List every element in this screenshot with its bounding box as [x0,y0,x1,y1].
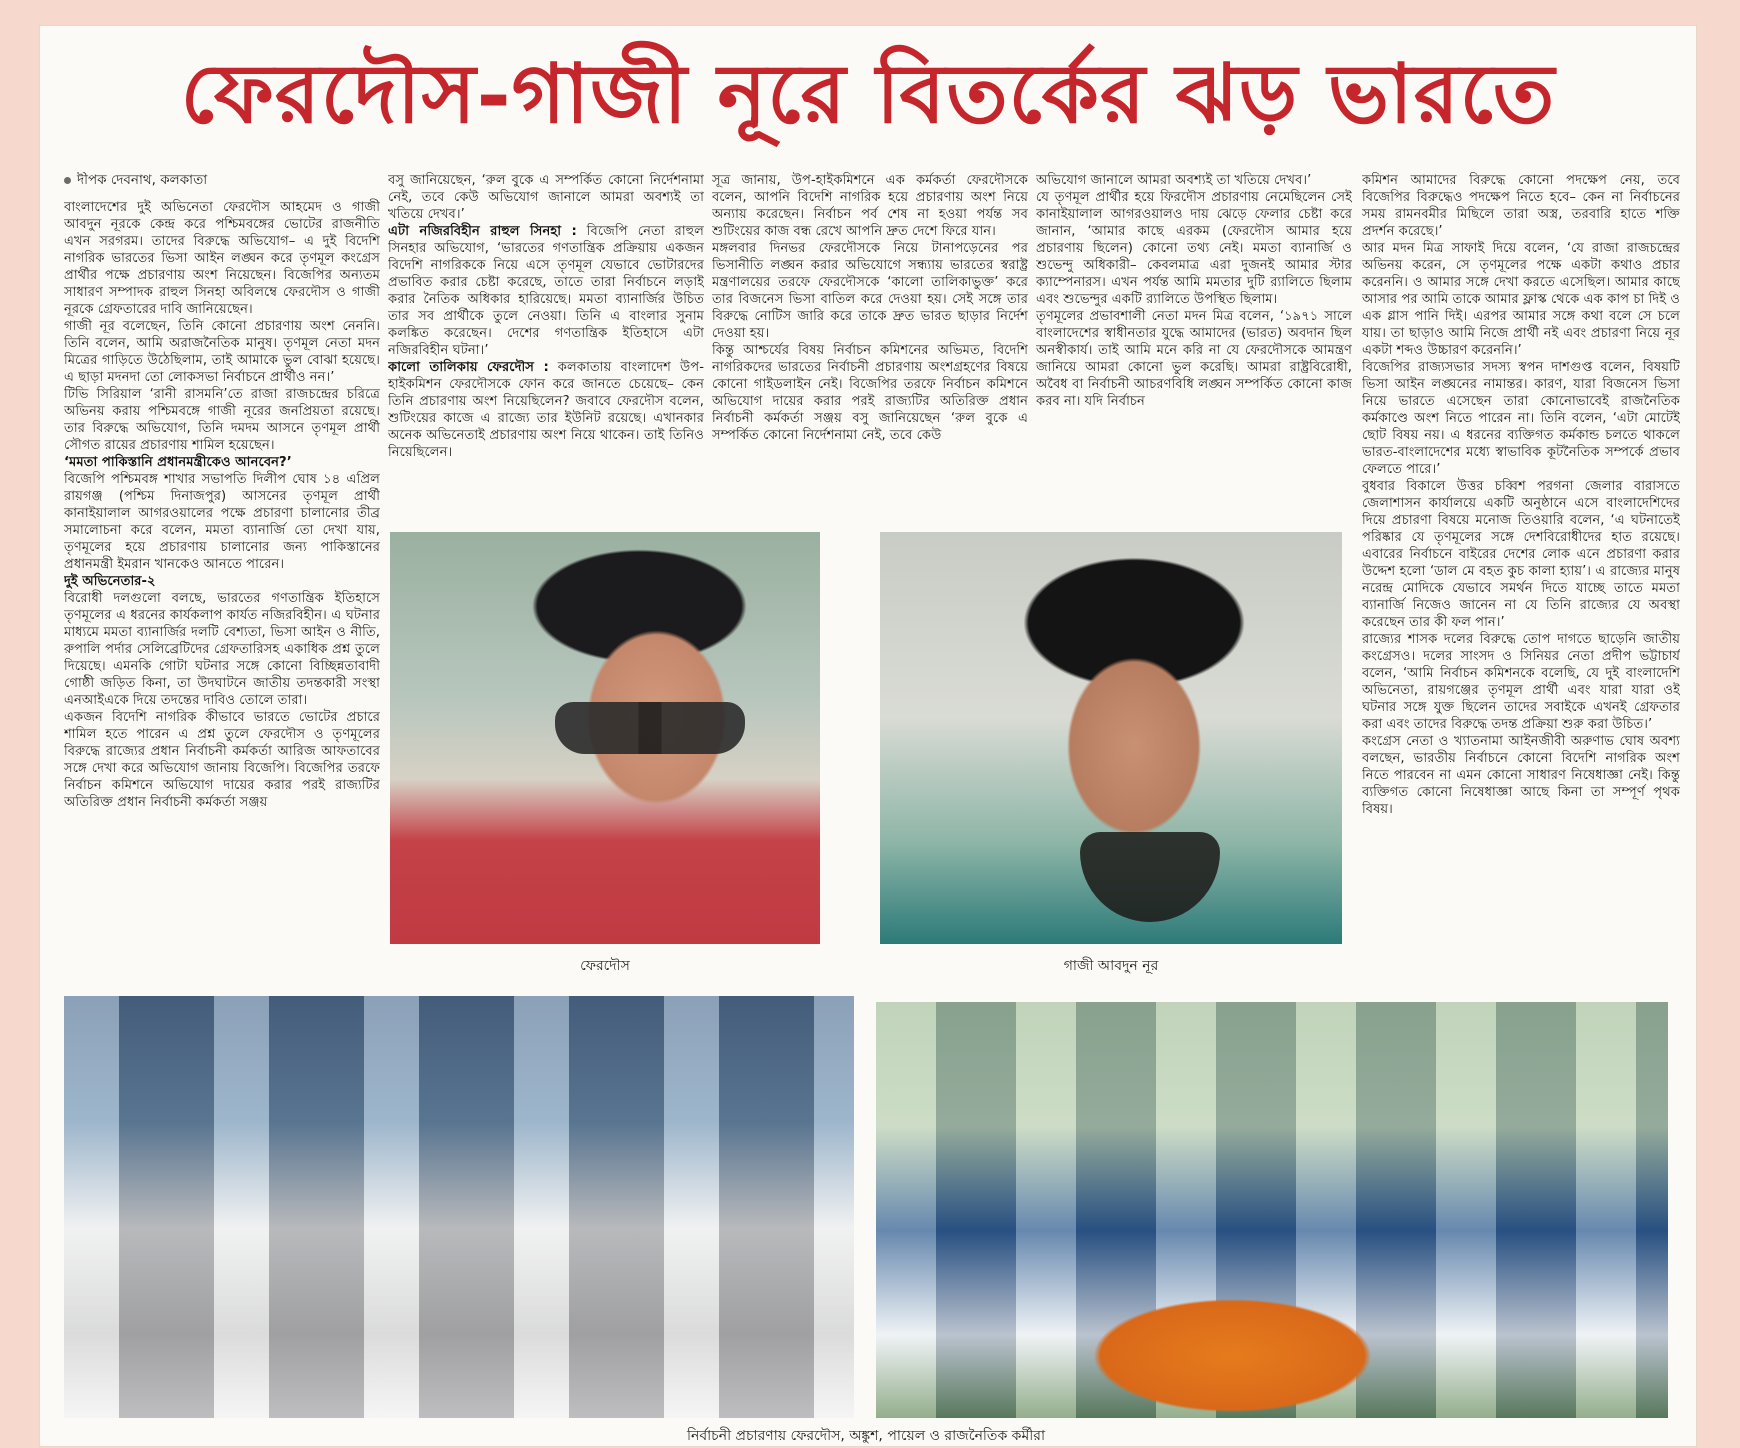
column-paragraphs [388,172,704,461]
paragraph: রাজ্যের শাসক দলের বিরুদ্ধে তোপ দাগতে ছাড়েনি জাতীয় কংগ্রেসও। দলের সাংসদ ও সিনিয়র নেতা প্রদীপ ভট্টাচার্য বলেন, ‘আমি নির্বাচন কমিশনকে বলেছি, যে দুই বাংলাদেশি অভিনেতা, রায়গঞ্জের তৃণমূল প্রার্থী এবং যারা যারা ওই ঘটনার সঙ্গে যুক্ত ছিলেন তাদের সবাইকে এখনই গ্রেফতার করা এবং তাদের বিরুদ্ধে তদন্ত প্রক্রিয়া শুরু করা উচিত।’ [1362,632,1680,732]
paragraph-text: বিজেপি নেতা রাহুল সিনহার অভিযোগ, ‘ভারতের গণতান্ত্রিক প্রক্রিয়ায় একজন বিদেশি নাগরিককে নিয়ে এসে তৃণমূল যেভাবে ভোটারদের প্রভাবিত করার চেষ্টা করেছে, তাতে তারা নির্বাচনে লড়াই করার নৈতিক অধিকার হারিয়েছে। মমতা ব্যানার্জির উচিত তার সব প্রার্থীকে তুলে নেওয়া। তিনি এ বাংলার সুনাম কলঙ্কিত করেছেন। দেশের গণতান্ত্রিক ইতিহাসে এটা নজিরবিহীন ঘটনা।’ [388,224,704,358]
photo-gazi-abdun-nur [880,532,1342,944]
article-column-1 [64,172,380,1012]
paragraph: বসু জানিয়েছেন, ‘রুল বুকে এ সম্পর্কিত কোনো নির্দেশনামা নেই, তবে কেউ অভিযোগ জানালে আমরা অবশ্যই তা খতিয়ে দেখব।’ [388,173,704,222]
paragraph: কমিশন আমাদের বিরুদ্ধে কোনো পদক্ষেপ নেয়, তবে বিজেপির বিরুদ্ধেও পদক্ষেপ নিতে হবে– কেন না নির্বাচনের সময় রামনবমীর মিছিলে তারা অস্ত্র, তরবারি হাতে শক্তি প্রদর্শন করেছে।’ [1362,173,1680,239]
paragraph: কংগ্রেস নেতা ও খ্যাতনামা আইনজীবী অরুণাভ ঘোষ অবশ্য বলছেন, ভারতীয় নির্বাচনে কোনো বিদেশি নাগরিক অংশ নিতে পারবেন না এমন কোনো সাধারণ নিষেধাজ্ঞা নেই। কিন্তু ব্যক্তিগত কোনো নিষেধাজ্ঞা আছে কিনা তা সম্পূর্ণ পৃথক বিষয়। [1362,734,1680,817]
photo-ferdous [390,532,820,944]
photo-rally-vehicle [876,1002,1668,1418]
article-column-2 [388,172,704,512]
column-paragraphs [1362,172,1680,818]
byline-text: দীপক দেবনাথ, কলকাতা [77,172,208,188]
photo-rally-stage [64,996,854,1418]
sunglasses-shape [555,702,745,754]
paragraph: একজন বিদেশি নাগরিক কীভাবে ভারতে ভোটের প্রচারে শামিল হতে পারেন এ প্রশ্ন তুলে ফেরদৌস ও তৃণমূলের বিরুদ্ধে রাজ্যের প্রধান নির্বাচনী কর্মকর্তা আরিজ আফতাবের সঙ্গে দেখা করে অভিযোগ জানায় বিজেপি। বিজেপির তরফে নির্বাচন কমিশনে অভিযোগ দায়ের করার পরই রাজ্যটির অতিরিক্ত প্রধান নির্বাচনী কর্মকর্তা সঞ্জয় [64,710,380,810]
paragraph: বুধবার বিকালে উত্তর চব্বিশ পরগনা জেলার বারাসতে জেলাশাসন কার্যালয়ে একটি অনুষ্ঠানে এসে বাংলাদেশিদের দিয়ে প্রচারণা বিষয়ে মনোজ তিওয়ারি বলেন, ‘এ ঘটনাতেই পরিষ্কার যে তৃণমূলের সঙ্গে দেশবিরোধীদের হাত রয়েছে। এবারের নির্বাচনে বাইরের দেশের লোক এনে প্রচারণা করার উদ্দেশ হলো ‘ডাল মে বহত কুচ কালা হ্যায়’। এ রাজ্যের মানুষ নরেন্দ্র মোদিকে যেভাবে সমর্থন দিতে যাচ্ছে তাতে মমতা ব্যানার্জি নিজেও জানেন না যে তিনি রাজ্যের যে অবস্থা করেছেন তার কী ফল পান।’ [1362,479,1680,630]
column-paragraphs [1036,172,1352,410]
paragraph: অভিযোগ জানালে আমরা অবশ্যই তা খতিয়ে দেখব।’ [1036,173,1312,188]
caption-ferdous: ফেরদৌস [580,958,630,974]
paragraph: বাংলাদেশের দুই অভিনেতা ফেরদৌস আহমেদ ও গাজী আবদুন নূরকে কেন্দ্র করে পশ্চিমবঙ্গের ভোটের রাজনীতি এখন সরগরম। তাদের বিরুদ্ধে অভিযোগ– এ দুই বিদেশি নাগরিক ভারতের ভিসা আইন লঙ্ঘন করে তৃণমূল কংগ্রেস প্রার্থীর পক্ষে প্রচারণায় অংশ নিয়েছেন। বিজেপির অন্যতম সাধারণ সম্পাদক রাহুল সিনহা অবিলম্বে ফেরদৌস ও গাজী নূরকে গ্রেফতারের দাবি জানিয়েছেন। [64,200,380,317]
paragraph: মঙ্গলবার দিনভর ফেরদৌসকে নিয়ে টানাপড়েনের পর ভিসানীতি লঙ্ঘন করার অভিযোগে সন্ধ্যায় ভারতের স্বরাষ্ট্র মন্ত্রণালয়ের তরফে ফেরদৌসকে ‘কালো তালিকাভুক্ত’ করে তার বিজনেস ভিসা বাতিল করে দেওয়া হয়। সেই সঙ্গে তার বিরুদ্ধে নোটিস জারি করে তাকে দ্রুত ভারত ছাড়ার নির্দেশ দেওয়া হয়। [712,241,1028,341]
beard-shape [1080,832,1220,922]
article-column-5 [1362,172,1680,988]
article-column-3 [712,172,1028,512]
paragraph: গাজী নূর বলেছেন, তিনি কোনো প্রচারণায় অংশ নেননি। তিনি বলেন, আমি অরাজনৈতিক মানুষ। তৃণমূল নেতা মদন মিত্রের গাড়িতে উঠেছিলাম, তাই আমাকে ভুল বোঝা হয়েছে। এ ছাড়া মদনদা তো লোকসভা নির্বাচনে প্রার্থীও নন।’ [64,319,380,385]
paragraph: বিজেপির রাজ্যসভার সদস্য স্বপন দাশগুপ্ত বলেন, বিষয়টি ভিসা আইন লঙ্ঘনের নামান্তর। কারণ, যারা বিজনেস ভিসা নিয়ে ভারতে এসেছেন তারা কোনোভাবেই রাজনৈতিক কর্মকাণ্ডে অংশ নিতে পারেন না। তিনি বলেন, ‘এটা মোটেই ছোট বিষয় নয়। এ ধরনের ব্যক্তিগত কর্মকান্ড চলতে থাকলে ভারত-বাংলাদেশের মধ্যে স্বাভাবিক কূটনৈতিক সম্পর্কে প্রভাব ফেলতে পারে।’ [1362,360,1680,477]
paragraph: তৃণমূলের প্রভাবশালী নেতা মদন মিত্র বলেন, ‘১৯৭১ সালে বাংলাদেশের স্বাধীনতার যুদ্ধে আমাদের (ভারত) অবদান ছিল অনস্বীকার্য। তাই আমি মনে করি না যে ফেরদৌসকে আমন্ত্রণ জানিয়ে আমরা কোনো ভুল করেছি। আমরা রাষ্ট্রবিরোধী, অবৈধ বা নির্বাচনী আচরণবিধি লঙ্ঘন সম্পর্কিত কোনো কাজ করব না। যদি নির্বাচন [1036,309,1352,409]
subheading: এটা নজিরবিহীন রাহুল সিনহা : [388,224,577,239]
subheading [388,359,704,461]
article-column-4 [1036,172,1352,512]
column-paragraphs [64,199,380,811]
byline [64,172,380,189]
paragraph: যে তৃণমূল প্রার্থীর হয়ে ফিরদৌস প্রচারণায় নেমেছিলেন সেই কানাইয়ালাল আগরওয়ালও দায় ঝেড়ে ফেলার চেষ্টা করে জানান, ‘আমার কাছে এরকম (ফেরদৌস আমার হয়ে প্রচারণায় ছিলেন) কোনো তথ্য নেই। মমতা ব্যানার্জি ও শুভেন্দু অধিকারী– কেবলমাত্র এরা দুজনই আমার স্টার ক্যাম্পেনারস। এখন পর্যন্ত আমি মমতার দুটি র‍্যালিতে ছিলাম এবং শুভেন্দুর একটি র‍্যালিতে উপস্থিত ছিলাম। [1036,190,1352,307]
paragraph-text: কলকাতায় বাংলাদেশ উপ-হাইকমিশন ফেরদৌসকে ফোন করে জানতে চেয়েছে– কেন তিনি প্রচারণায় অংশ নিয়েছিলেন? জবাবে ফেরদৌস বলেন, শুটিংয়ের কাজে এ রাজ্যে তার ইউনিট রয়েছে। এখানকার অনেক অভিনেতাই প্রচারণায় অংশ নিয়ে থাকেন। তাই তিনিও নিয়েছিলেন। [388,360,704,460]
subheading: ‘মমতা পাকিস্তানি প্রধানমন্ত্রীকেও আনবেন?’ [64,455,292,470]
bullet-icon [64,177,71,184]
headline: ফেরদৌস-গাজী নূরে বিতর্কের ঝড় ভারতে [180,46,1556,142]
subheading: কালো তালিকায় ফেরদৌস : [388,360,549,375]
paragraph: টিভি সিরিয়াল ‘রানী রাসমনি’তে রাজা রাজচন্দ্রের চরিত্রে অভিনয় করায় পশ্চিমবঙ্গে গাজী নূরের জনপ্রিয়তা রয়েছে। তার বিরুদ্ধে অভিযোগ, তিনি দমদম আসনে তৃণমূল প্রার্থী সৌগত রায়ের প্রচারণায় শামিল হয়েছেন। [64,387,380,453]
paragraph: আর মদন মিত্র সাফাই দিয়ে বলেন, ‘যে রাজা রাজচন্দ্রের অভিনয় করেন, সে তৃণমূলের পক্ষে একটা কথাও প্রচার করেননি। ও আমার সঙ্গে দেখা করতে এসেছিল। আমার কাছে আসার পর আমি তাকে আমার ফ্লাস্ক থেকে এক কাপ চা দিই ও এক গ্লাস পানি দিই। এরপর আমার সঙ্গে কথা বলে সে চলে যায়। তা ছাড়াও আমি নিজে প্রার্থী নই এবং প্রচারণা নিয়ে নূর একটা শব্দও উচ্চারণ করেননি।’ [1362,241,1680,358]
caption-gazi: গাজী আবদুন নূর [1063,958,1159,974]
paragraph: বিরোধী দলগুলো বলছে, ভারতের গণতান্ত্রিক ইতিহাসে তৃণমূলের এ ধরনের কার্যকলাপ কার্যত নজিরবিহীন। এ ঘটনার মাধ্যমে মমতা ব্যানার্জির দলটি বেশ্যতা, ভিসা আইন ও নীতি, রুপালি পর্দার সেলিব্রেটিদের গ্রেফতারিসহ একাধিক প্রশ্ন তুলে দিয়েছে। এমনকি গোটা ঘটনার সঙ্গে কোনো বিচ্ছিন্নতাবাদী গোষ্ঠী জড়িত কিনা, তা উদঘাটনে জাতীয় তদন্তকারী সংস্থা এনআইএকে দিয়ে তদন্তের দাবিও তোলে তারা। [64,591,380,708]
subheading [388,223,704,359]
paragraph: কিন্তু আশ্চর্যের বিষয় নির্বাচন কমিশনের অভিমত, বিদেশি নাগরিকদের ভারতের নির্বাচনী প্রচারণায় অংশগ্রহণের বিষয়ে কোনো গাইডলাইন নেই। বিজেপির তরফে নির্বাচন কমিশনে অভিযোগ দায়ের করার পরই রাজ্যটির অতিরিক্ত প্রধান নির্বাচনী কর্মকর্তা সঞ্জয় বসু জানিয়েছেন ‘রুল বুকে এ সম্পর্কিত কোনো নির্দেশনামা নেই, তবে কেউ [712,343,1028,443]
paragraph: বিজেপি পশ্চিমবঙ্গ শাখার সভাপতি দিলীপ ঘোষ ১৪ এপ্রিল রায়গঞ্জ (পশ্চিম দিনাজপুর) আসনের তৃণমূল প্রার্থী কানাইয়ালাল আগরওয়ালের পক্ষে প্রচারণা চালানোর তীব্র সমালোচনা করে বলেন, মমতা ব্যানার্জি তো দেখা যায়, তৃণমূলের হয়ে প্রচারণায় চালানোর জন্য পাকিস্তানের প্রধানমন্ত্রী ইমরান খানকেও আনতে পারেন। [64,472,380,572]
column-paragraphs [712,172,1028,444]
paragraph: সূত্র জানায়, উপ-হাইকমিশনে এক কর্মকর্তা ফেরদৌসকে বলেন, আপনি বিদেশি নাগরিক হয়ে প্রচারণায় অংশ নিয়ে অন্যায় করেছেন। নির্বাচন পর্ব শেষ না হওয়া পর্যন্ত সব শুটিংয়ের কাজ বন্ধ রেখে আপনি দ্রুত দেশে ফিরে যান। [712,173,1028,239]
caption-rally: নির্বাচনী প্রচারণায় ফেরদৌস, অঙ্কুশ, পায়েল ও রাজনৈতিক কর্মীরা [686,1428,1046,1444]
subheading: দুই অভিনেতার-২ [64,574,156,589]
